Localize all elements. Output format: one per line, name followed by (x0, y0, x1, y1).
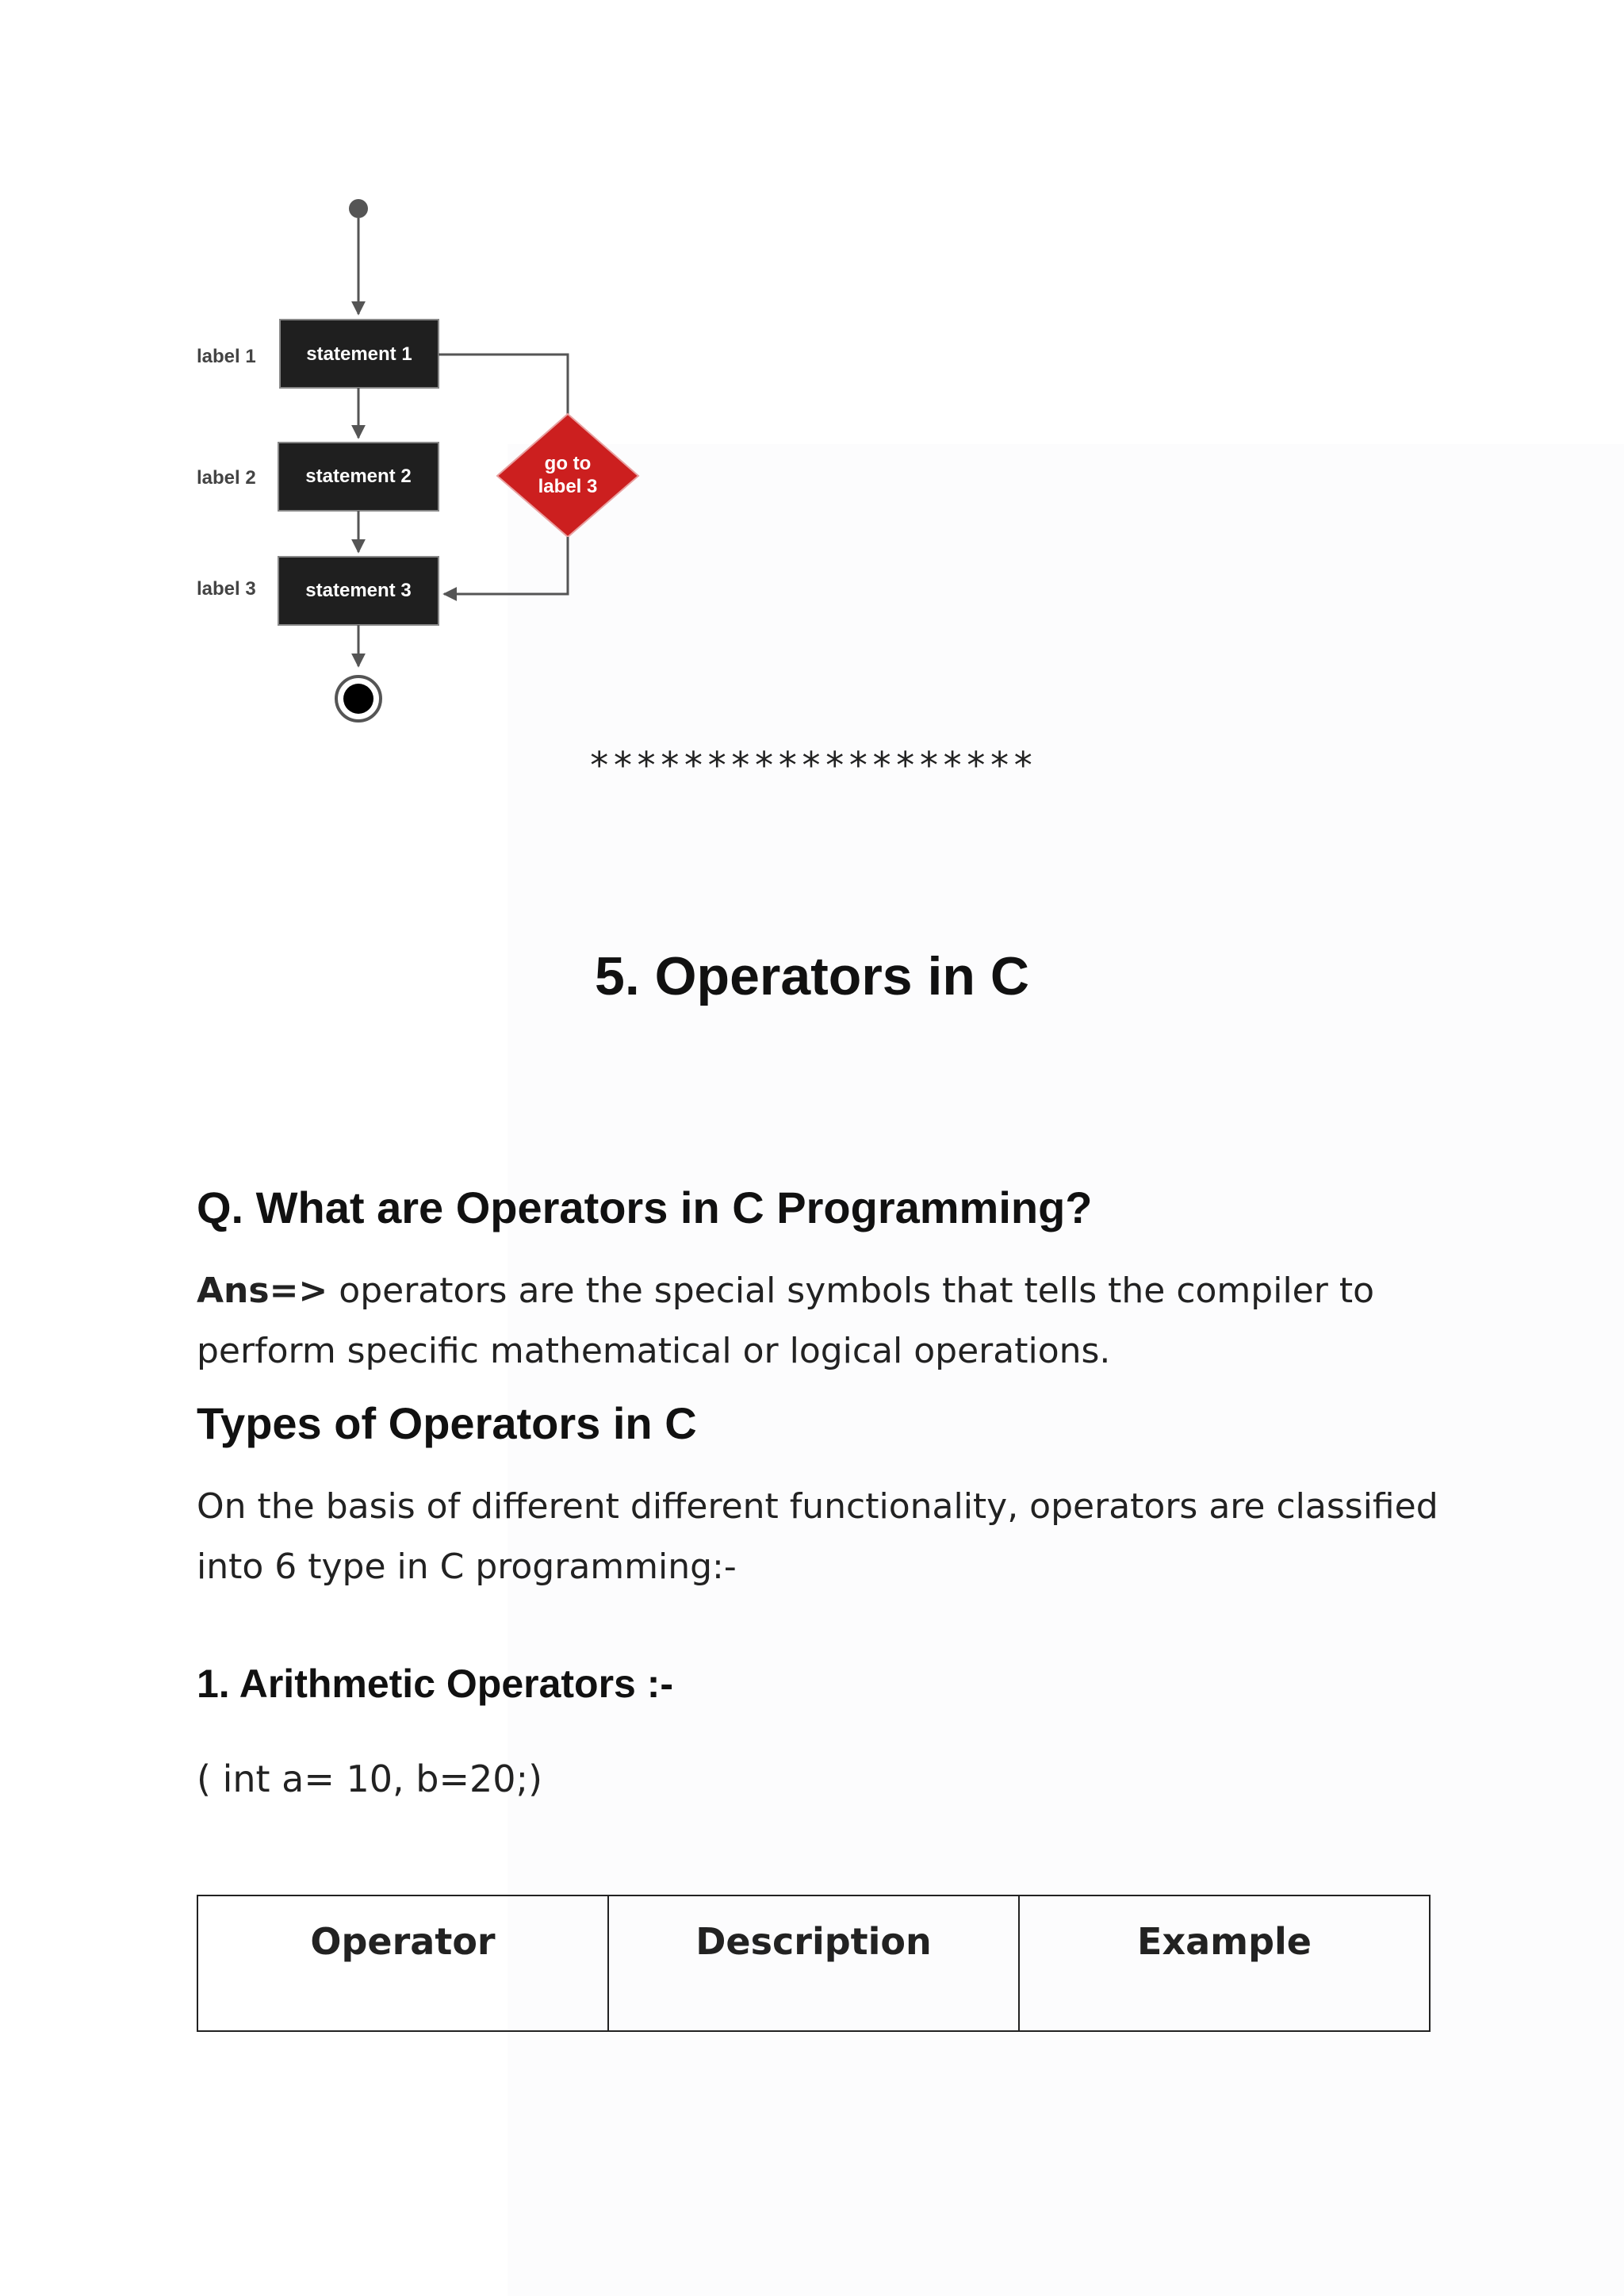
end-node (343, 684, 373, 714)
goto-connector (444, 537, 568, 594)
types-heading: Types of Operators in C (197, 1398, 697, 1448)
goto-connector (439, 355, 568, 414)
page-title: 5. Operators in C (595, 946, 1029, 1006)
goto-flow-diagram (190, 190, 650, 730)
answer-text: operators are the special symbols that tells the compiler to perform specific mathematical or logical operations. (197, 1271, 1374, 1371)
operators-table (197, 1895, 1431, 2032)
answer-lead: Ans=> (197, 1271, 328, 1311)
types-paragraph: On the basis of different different functionality, operators are classified into 6 type in C programming:- (197, 1486, 1438, 1587)
question-heading: Q. What are Operators in C Programming? (197, 1182, 1093, 1232)
decision-text-line1: go to (544, 453, 592, 474)
label-3: label 3 (197, 578, 256, 600)
table-header-row (197, 1895, 1430, 2031)
section-separator: ******************* (588, 744, 1036, 787)
statement-2-text: statement 2 (305, 466, 412, 487)
answer-paragraph (197, 1261, 1465, 1382)
decision-text-line2: label 3 (538, 476, 598, 497)
statement-1-text: statement 1 (306, 343, 412, 365)
label-2: label 2 (197, 467, 256, 489)
statement-3-text: statement 3 (305, 580, 412, 601)
label-1: label 1 (197, 346, 256, 367)
arithmetic-heading: 1. Arithmetic Operators :- (197, 1662, 674, 1706)
start-node (349, 199, 368, 218)
table-header-operator: Operator (197, 1895, 608, 2031)
table-header-description: Description (608, 1895, 1019, 2031)
table-header-example: Example (1019, 1895, 1430, 2031)
variable-declaration: ( int a= 10, b=20;) (197, 1757, 543, 1800)
